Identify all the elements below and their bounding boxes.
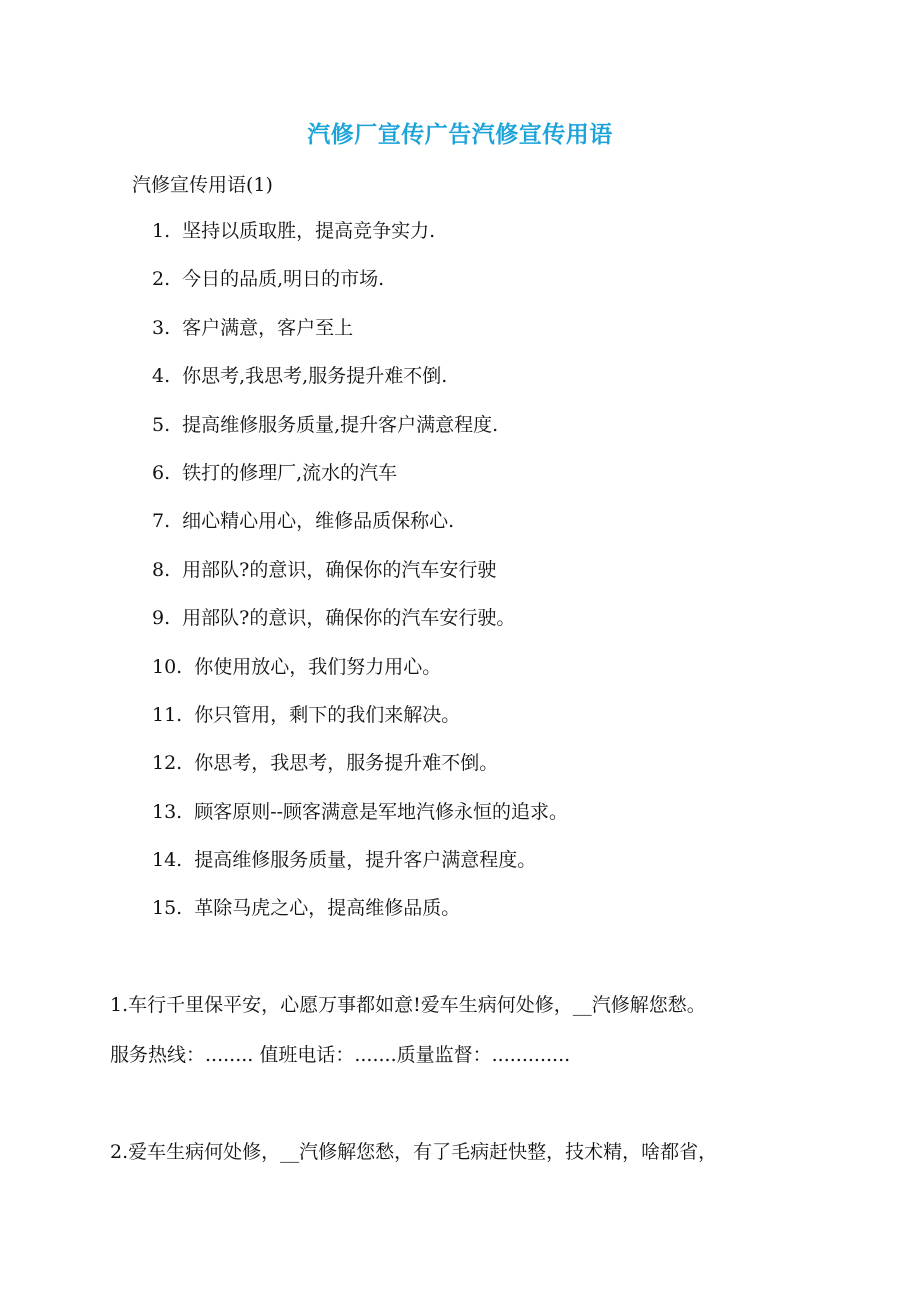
slogan-text: 你思考,我思考,服务提升难不倒.: [182, 365, 448, 388]
slogan-item: [152, 799, 568, 847]
slogan-text: 提高维修服务质量，提升客户满意程度。: [194, 849, 537, 872]
slogan-number: 12.: [152, 752, 183, 775]
slogan-number: 9.: [152, 607, 171, 630]
slogan-item: [152, 750, 568, 798]
slogan-text: 今日的品质,明日的市场.: [182, 268, 385, 291]
slogan-item: [152, 218, 568, 266]
slogan-item: [152, 460, 568, 508]
slogan-text: 顾客原则--顾客满意是军地汽修永恒的追求。: [194, 800, 569, 823]
document-title: 汽修厂宣传广告汽修宣传用语: [307, 121, 613, 148]
slogan-number: 2.: [152, 268, 171, 291]
slogan-item: [152, 847, 568, 895]
slogan-text: 坚持以质取胜，提高竞争实力.: [182, 220, 436, 242]
slogan-item: [152, 508, 568, 556]
slogan-text: 革除马虎之心，提高维修品质。: [194, 897, 461, 920]
slogan-item: [152, 412, 568, 460]
slogan-text: 你使用放心，我们努力用心。: [194, 655, 442, 678]
slogan-number: 1.: [152, 220, 171, 242]
slogan-number: 6.: [152, 461, 171, 484]
slogan-item: [152, 363, 568, 411]
slogan-number: 10.: [152, 655, 183, 678]
slogan-text: 提高维修服务质量,提升客户满意程度.: [182, 413, 499, 436]
slogan-number: 14.: [152, 849, 183, 872]
slogan-item: [152, 654, 568, 702]
slogan-text: 你思考，我思考，服务提升难不倒。: [194, 752, 499, 775]
slogan-list: [152, 218, 568, 944]
slogan-text: 细心精心用心，维修品质保称心.: [182, 510, 455, 533]
slogan-text: 客户满意，客户至上: [182, 316, 354, 339]
slogan-number: 15.: [152, 897, 183, 920]
slogan-number: 7.: [152, 510, 171, 533]
slogan-number: 4.: [152, 365, 171, 388]
paragraph-1-line-1: 1.车行千里保平安，心愿万事都如意!爱车生病何处修，__汽修解您愁。: [110, 994, 706, 1016]
slogan-number: 13.: [152, 800, 183, 823]
section-heading: 汽修宣传用语(1): [132, 174, 273, 196]
slogan-item: [152, 266, 568, 314]
slogan-text: 用部队?的意识，确保你的汽车安行驶: [182, 558, 497, 581]
slogan-number: 3.: [152, 316, 171, 339]
slogan-item: [152, 895, 568, 943]
slogan-item: [152, 702, 568, 750]
slogan-text: 铁打的修理厂,流水的汽车: [182, 461, 398, 484]
slogan-text: 你只管用，剩下的我们来解决。: [194, 703, 461, 726]
paragraph-2-line-1: 2.爱车生病何处修，__汽修解您愁，有了毛病赶快整，技术精，啥都省，: [110, 1141, 718, 1163]
slogan-item: [152, 557, 568, 605]
slogan-number: 8.: [152, 558, 171, 581]
slogan-number: 5.: [152, 413, 171, 436]
slogan-number: 11.: [152, 703, 183, 726]
paragraph-1-line-2: 服务热线：........ 值班电话：.......质量监督：.............: [110, 1044, 571, 1066]
slogan-item: [152, 605, 568, 653]
slogan-text: 用部队?的意识，确保你的汽车安行驶。: [182, 607, 516, 630]
slogan-item: [152, 315, 568, 363]
